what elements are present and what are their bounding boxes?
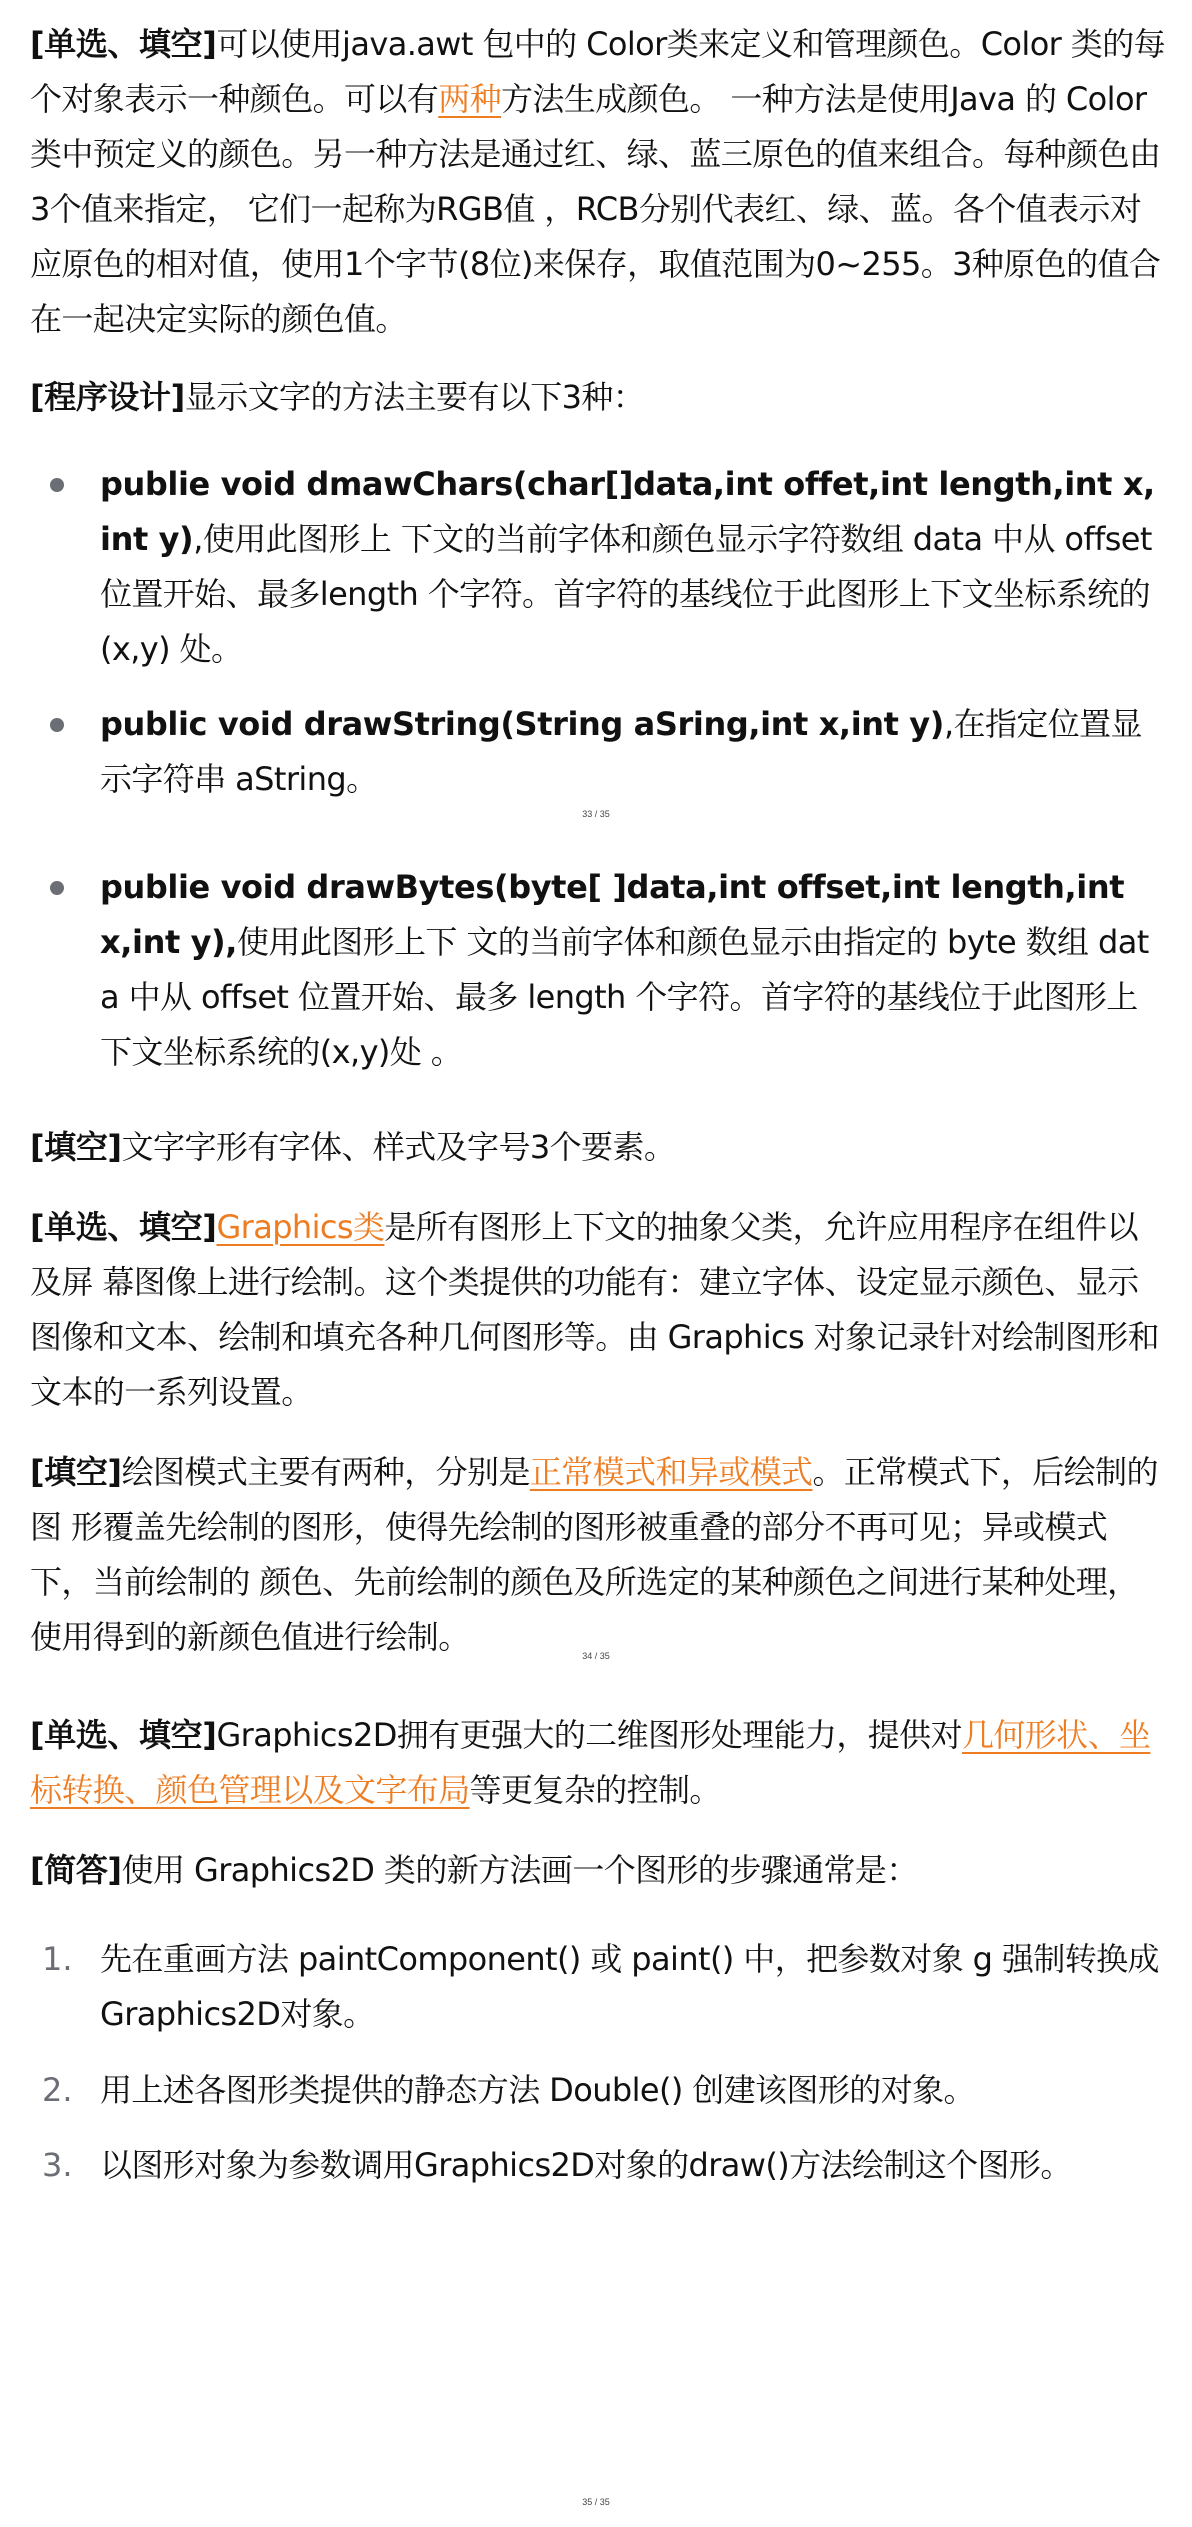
question-type-tag: [单选、填空] — [30, 25, 217, 63]
method-signature: publie void dmawChars(char[]data,int offet,int length,int x,int y) — [100, 465, 1155, 558]
method-description: ,在指定位置显示字符串 aString。 — [100, 705, 1142, 798]
bullet-icon — [50, 881, 64, 895]
paragraph-text: 显示文字的方法主要有以下3种： — [184, 378, 645, 416]
highlight-text: 正常模式和异或模式 — [529, 1453, 813, 1491]
question-type-tag: [填空] — [30, 1453, 122, 1491]
draw-mode-paragraph — [30, 1445, 1165, 1665]
font-elements-paragraph — [30, 1120, 1165, 1175]
bullet-icon — [50, 718, 64, 732]
graphics-class-paragraph — [30, 1200, 1165, 1420]
paragraph-text: 文字字形有字体、样式及字号3个要素。 — [121, 1128, 676, 1166]
step-number: 2. — [42, 2071, 73, 2109]
question-type-tag: [单选、填空] — [30, 1716, 217, 1754]
paragraph-text: 绘图模式主要有两种，分别是 — [121, 1453, 530, 1491]
graphics2d-paragraph — [30, 1708, 1165, 1818]
method-text — [100, 457, 1165, 677]
paragraph-text: 可以使用java.awt 包中的 Color类来定义和管理颜色。Color 类的每个对象表示一种颜色。可以有 — [30, 25, 1166, 118]
paragraph-text: 方法生成颜色。 一种方法是使用Java 的 Color 类中预定义的颜色。另一种方法是通过红、绿、蓝三原色的值来组合。每种颜色由3个值来指定， 它们一起称为RGB值 ，RCB分别代表红、绿、蓝。各个值表示对应原色的相对值，使用1个字节(8位)来保存，取值范围为0~255。3种原色的值合在一起决定实际的颜色值。 — [30, 80, 1161, 338]
page-number: 34 / 35 — [582, 1651, 610, 1661]
highlight-text: 几何形状、坐标转换、颜色管理以及文字布局 — [30, 1716, 1151, 1809]
step-text: 用上述各图形类提供的静态方法 Double() 创建该图形的对象。 — [100, 2071, 975, 2109]
color-paragraph — [30, 17, 1165, 347]
highlight-text: 两种 — [438, 80, 502, 118]
paragraph-text: Graphics2D拥有更强大的二维图形处理能力，提供对 — [216, 1716, 962, 1754]
step-text: 以图形对象为参数调用Graphics2D对象的draw()方法绘制这个图形。 — [100, 2146, 1072, 2184]
question-type-tag: [填空] — [30, 1128, 122, 1166]
method-description: ,使用此图形上 下文的当前字体和颜色显示字符数组 data 中从 offset 位置开始、最多length 个字符。首字符的基线位于此图形上下文坐标系统的(x,y) 处。 — [100, 520, 1152, 668]
short-answer-paragraph — [30, 1843, 1165, 1898]
question-type-tag: [单选、填空] — [30, 1208, 217, 1246]
program-design-paragraph — [30, 370, 1165, 425]
bullet-icon — [50, 478, 64, 492]
page-number: 35 / 35 — [582, 2497, 610, 2507]
page-number: 33 / 35 — [582, 809, 610, 819]
method-text — [100, 860, 1165, 1080]
paragraph-text: 等更复杂的控制。 — [469, 1771, 721, 1809]
question-type-tag: [程序设计] — [30, 378, 185, 416]
question-type-tag: [简答] — [30, 1851, 122, 1889]
method-text — [100, 697, 1165, 807]
method-signature: publie void drawBytes(byte[ ]data,int offset,int length,int x,int y), — [100, 868, 1125, 961]
paragraph-text: 是所有图形上下文的抽象父类，允许应用程序在组件以及屏 幕图像上进行绘制。这个类提供的功能有：建立字体、设定显示颜色、显示图像和文本、绘制和填充各种几何图形等。由 Graphics 对象记录针对绘制图形和文本的一系列设置。 — [30, 1208, 1160, 1411]
step-number: 3. — [42, 2146, 73, 2184]
method-description: 使用此图形上下 文的当前字体和颜色显示由指定的 byte 数组 data 中从 offset 位置开始、最多 length 个字符。首字符的基线位于此图形上下文坐标系统的(x,y)处 。 — [100, 923, 1149, 1071]
paragraph-text: 。正常模式下，后绘制的图 形覆盖先绘制的图形，使得先绘制的图形被重叠的部分不再可见；异或模式下，当前绘制的 颜色、先前绘制的颜色及所选定的某种颜色之间进行某种处理，使用得到的新颜色值进行绘制。 — [30, 1453, 1158, 1656]
step-text: 先在重画方法 paintComponent() 或 paint() 中，把参数对象 g 强制转换成Graphics2D对象。 — [100, 1940, 1159, 2033]
method-signature: public void drawString(String aSring,int x,int y) — [100, 705, 944, 743]
paragraph-text: 使用 Graphics2D 类的新方法画一个图形的步骤通常是： — [121, 1851, 918, 1889]
highlight-text: Graphics类 — [216, 1208, 385, 1246]
step-number: 1. — [42, 1940, 73, 1978]
